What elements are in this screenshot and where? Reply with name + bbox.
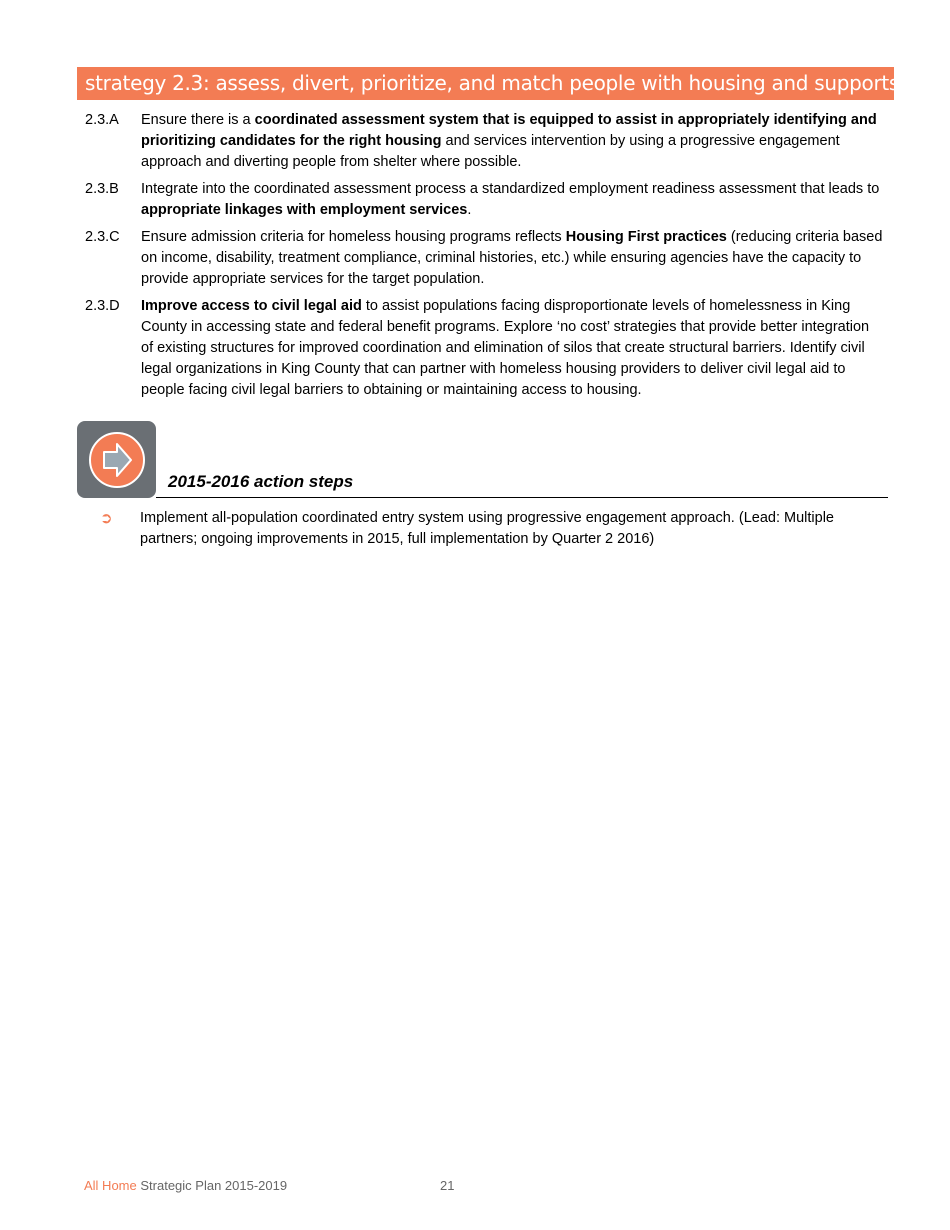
action-step-text: Implement all-population coordinated entry system using progressive engagement approach. (Lead: Multiple partners; ongoing improvements in 2015, full implementation by Quarter 2 2016): [140, 510, 834, 547]
item-id: 2.3.A: [85, 112, 119, 128]
item-segment: to assist populations facing disproportionate levels of homelessness in King County in accessing state and federal benefit programs. Explore ‘no cost’ strategies that provide better integration of existing structures for improved coordination and elimination of silos that create structural barriers. Identify civil legal organizations in King County that can partner with homeless housing providers to deliver civil legal aid to people facing civil legal barriers to obtaining or maintaining access to housing.: [141, 298, 870, 398]
footer: [84, 1178, 287, 1193]
arrow-right-icon: [77, 421, 156, 498]
item-segment: Ensure there is a: [141, 112, 255, 128]
item-segment: Ensure admission criteria for homeless housing programs reflects: [141, 229, 566, 245]
arrow-bullet-icon: ➲: [100, 510, 113, 527]
item-segment-bold: appropriate linkages with employment services: [141, 202, 468, 218]
strategy-item: [85, 227, 885, 290]
action-steps-divider: [156, 497, 888, 498]
item-id: 2.3.B: [85, 181, 119, 197]
item-segment: and services intervention by using a progressive engagement approach and diverting people from shelter where possible.: [141, 133, 840, 170]
strategy-item: [85, 110, 885, 173]
item-segment-bold: Housing First practices: [565, 229, 727, 245]
item-segment-bold: coordinated assessment system that is equipped to assist in appropriately identifying and prioritizing candidates for the right housing: [141, 112, 877, 149]
strategy-title: strategy 2.3: assess, divert, prioritize, and match people with housing and supports: [85, 71, 900, 95]
item-text: [141, 296, 885, 401]
item-segment: Integrate into the coordinated assessment process a standardized employment readiness assessment that leads to: [141, 181, 880, 197]
strategy-items: [85, 110, 885, 407]
item-text: [141, 227, 885, 290]
strategy-item: [85, 179, 885, 221]
item-id: 2.3.D: [85, 298, 120, 314]
footer-brand: All Home: [84, 1178, 137, 1193]
item-text: [141, 110, 885, 173]
footer-title: Strategic Plan 2015-2019: [136, 1178, 288, 1193]
action-steps-title: 2015-2016 action steps: [168, 472, 354, 491]
item-segment: (reducing criteria based on income, disability, treatment compliance, criminal histories, etc.) while ensuring agencies have the capacity to provide appropriate services for the target population.: [141, 229, 883, 287]
action-step: [100, 508, 890, 550]
item-segment-bold: Improve access to civil legal aid: [141, 298, 362, 314]
action-steps-icon-tile: [77, 421, 156, 498]
strategy-item: [85, 296, 885, 401]
item-segment: .: [467, 202, 472, 218]
item-id: 2.3.C: [85, 229, 120, 245]
strategy-banner: [77, 67, 900, 100]
page-number: 21: [440, 1178, 455, 1193]
item-text: [141, 179, 885, 221]
